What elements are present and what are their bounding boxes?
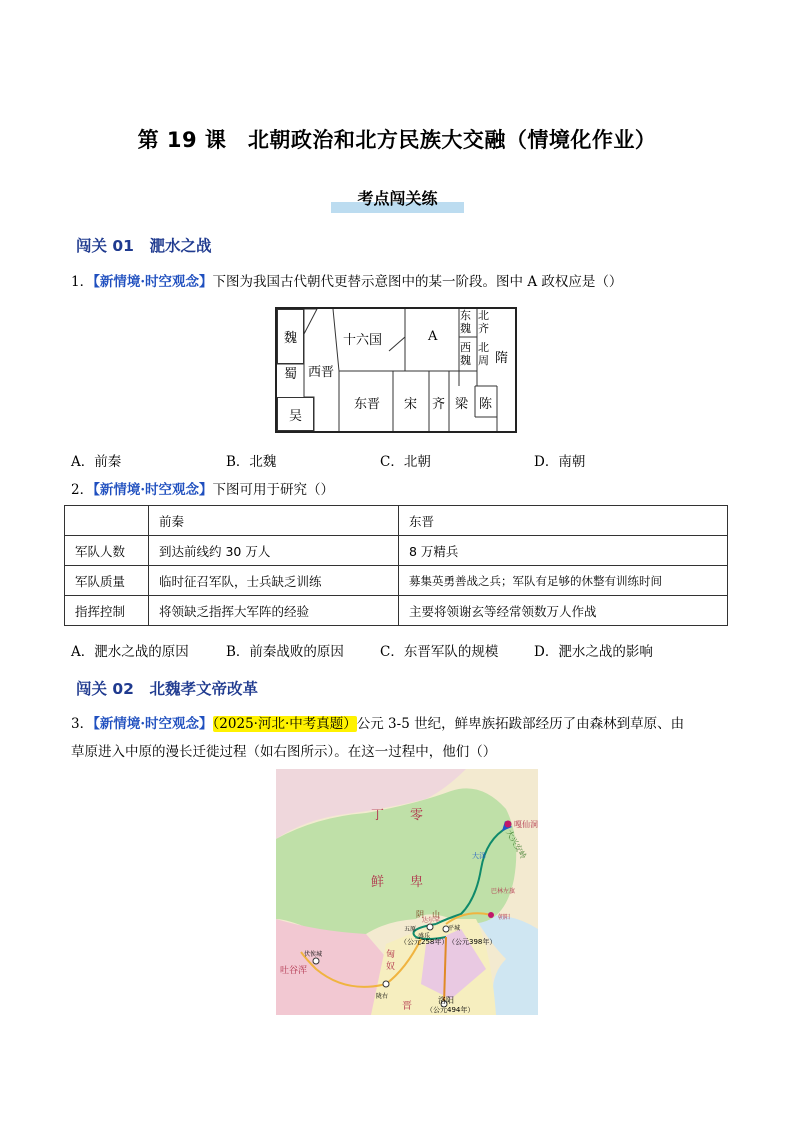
question-3-line2: 草原进入中原的漫长迁徙过程（如右图所示）。在这一过程中，他们（） [71,744,497,760]
section-header [331,186,464,212]
diagram-cell-shu: 蜀 [283,366,297,382]
question-text: 下图可用于研究（） [212,482,335,498]
map-label-xiongnu: 匈 奴 [386,950,396,972]
migration-map [276,769,538,1015]
diagram-cell-xijin: 西晋 [307,364,334,380]
table-cell: 主要将领谢玄等经常领数万人作战 [399,596,728,626]
diagram-cell-wu: 吴 [277,397,314,431]
diagram-label-dongwei: 东 魏 [460,309,471,335]
map-label-year398: （公元398年） [448,938,497,946]
question-3 [71,712,731,736]
diagram-label-xiwei: 西 魏 [460,341,471,367]
table-cell: 将领缺乏指挥大军阵的经验 [149,596,399,626]
q2-option-a: A．淝水之战的原因 [71,644,189,660]
table-row [65,596,728,626]
q1-option-b: B．北魏 [226,454,277,470]
question-number: 2． [71,482,94,498]
table-header-cell: 前秦 [149,506,399,536]
q1-option-a: A．前秦 [71,454,122,470]
question-number: 1． [71,274,94,290]
diagram-label-song: 宋 [404,397,418,412]
question-tag: 【新情境·时空观念】 [93,716,213,732]
question-text-line1: 公元 3-5 世纪，鲜卑族拓跋部经历了由森林到草原、由 [356,716,685,732]
q2-option-c: C．东晋军队的规模 [380,644,499,660]
diagram-label-beizhou: 北 周 [478,341,489,367]
diagram-label-liang: 梁 [455,397,469,412]
question-number: 3． [71,716,94,732]
question-source-highlight: （2025·河北·中考真题） [212,716,357,732]
question-tag: 【新情境·时空观念】 [93,274,213,290]
table-cell: 军队人数 [65,536,149,566]
map-label-wuyuan: 五原 [404,926,417,933]
q2-option-d: D．淝水之战的影响 [534,644,653,660]
map-label-year258: （公元258年） [400,938,449,946]
map-label-xianbei: 鲜 卑 [371,875,424,890]
table-header-cell: 东晋 [399,506,728,536]
map-label-year494: （公元494年） [426,1006,475,1014]
map-label-shengle: 盛乐 [418,933,431,940]
diagram-label-a: A [428,329,438,344]
question-text: 下图为我国古代朝代更替示意图中的某一阶段。图中 A 政权应是（） [212,274,623,290]
map-point-gaxiandong [505,821,512,828]
table-row [65,566,728,596]
diagram-label-chen: 陈 [479,397,493,412]
comparison-table [64,505,728,626]
diagram-cell-wei: 魏 [277,309,304,364]
table-cell: 募集英勇善战之兵；军队有足够的休整有训练时间 [399,566,728,596]
map-label-jin: 晋 [402,1001,412,1012]
diagram-label-beiqi: 北 齐 [478,309,489,335]
table-cell: 军队质量 [65,566,149,596]
map-label-balin: 巴林左旗 [491,888,516,895]
section-title: 考点闯关练 [357,189,438,208]
dynasty-diagram [275,307,517,433]
map-label-dingling: 丁 零 [371,808,424,823]
q1-option-d: D．南朝 [534,454,586,470]
map-point-chaoyang [488,912,494,918]
map-label-tuyuhun: 吐谷浑 [280,966,308,976]
level-heading-2: 闯关 02 北魏孝文帝改革 [76,680,258,698]
map-label-danzhou: 达尔罕 [422,917,441,924]
table-cell: 临时征召军队，士兵缺乏训练 [149,566,399,596]
diagram-label-qi: 齐 [432,397,446,412]
map-label-luoyang: 洛阳 [438,996,454,1005]
map-label-yinshan: 阴 山 [416,910,440,919]
q1-option-c: C．北朝 [380,454,431,470]
page-title: 第 19 课 北朝政治和北方民族大交融（情境化作业） [137,128,657,152]
map-label-longyou: 陇右 [376,993,389,1000]
table-header-row [65,506,728,536]
table-header-cell [65,506,149,536]
diagram-label-dongjin: 东晋 [354,397,381,412]
map-label-gaxiandong: 嘎仙洞 [514,820,538,829]
table-cell: 指挥控制 [65,596,149,626]
map-label-pingcheng: 平城 [448,925,461,932]
q2-option-b: B．前秦战败的原因 [226,644,344,660]
question-2 [71,478,731,502]
question-tag: 【新情境·时空观念】 [93,482,213,498]
diagram-label-sui: 隋 [495,351,509,366]
question-1 [71,270,731,294]
table-cell: 到达前线约 30 万人 [149,536,399,566]
table-cell: 8 万精兵 [399,536,728,566]
map-label-daxinganling: 大兴安岭 [504,828,528,861]
table-row [65,536,728,566]
diagram-label-shiliuguo: 十六国 [343,333,383,348]
level-heading-1: 闯关 01 淝水之战 [76,237,212,255]
map-label-fusicheng: 伏俟城 [304,951,323,958]
map-label-chaoyang: 朝阳 [498,914,511,921]
map-label-daze: 大泽 [472,852,486,860]
